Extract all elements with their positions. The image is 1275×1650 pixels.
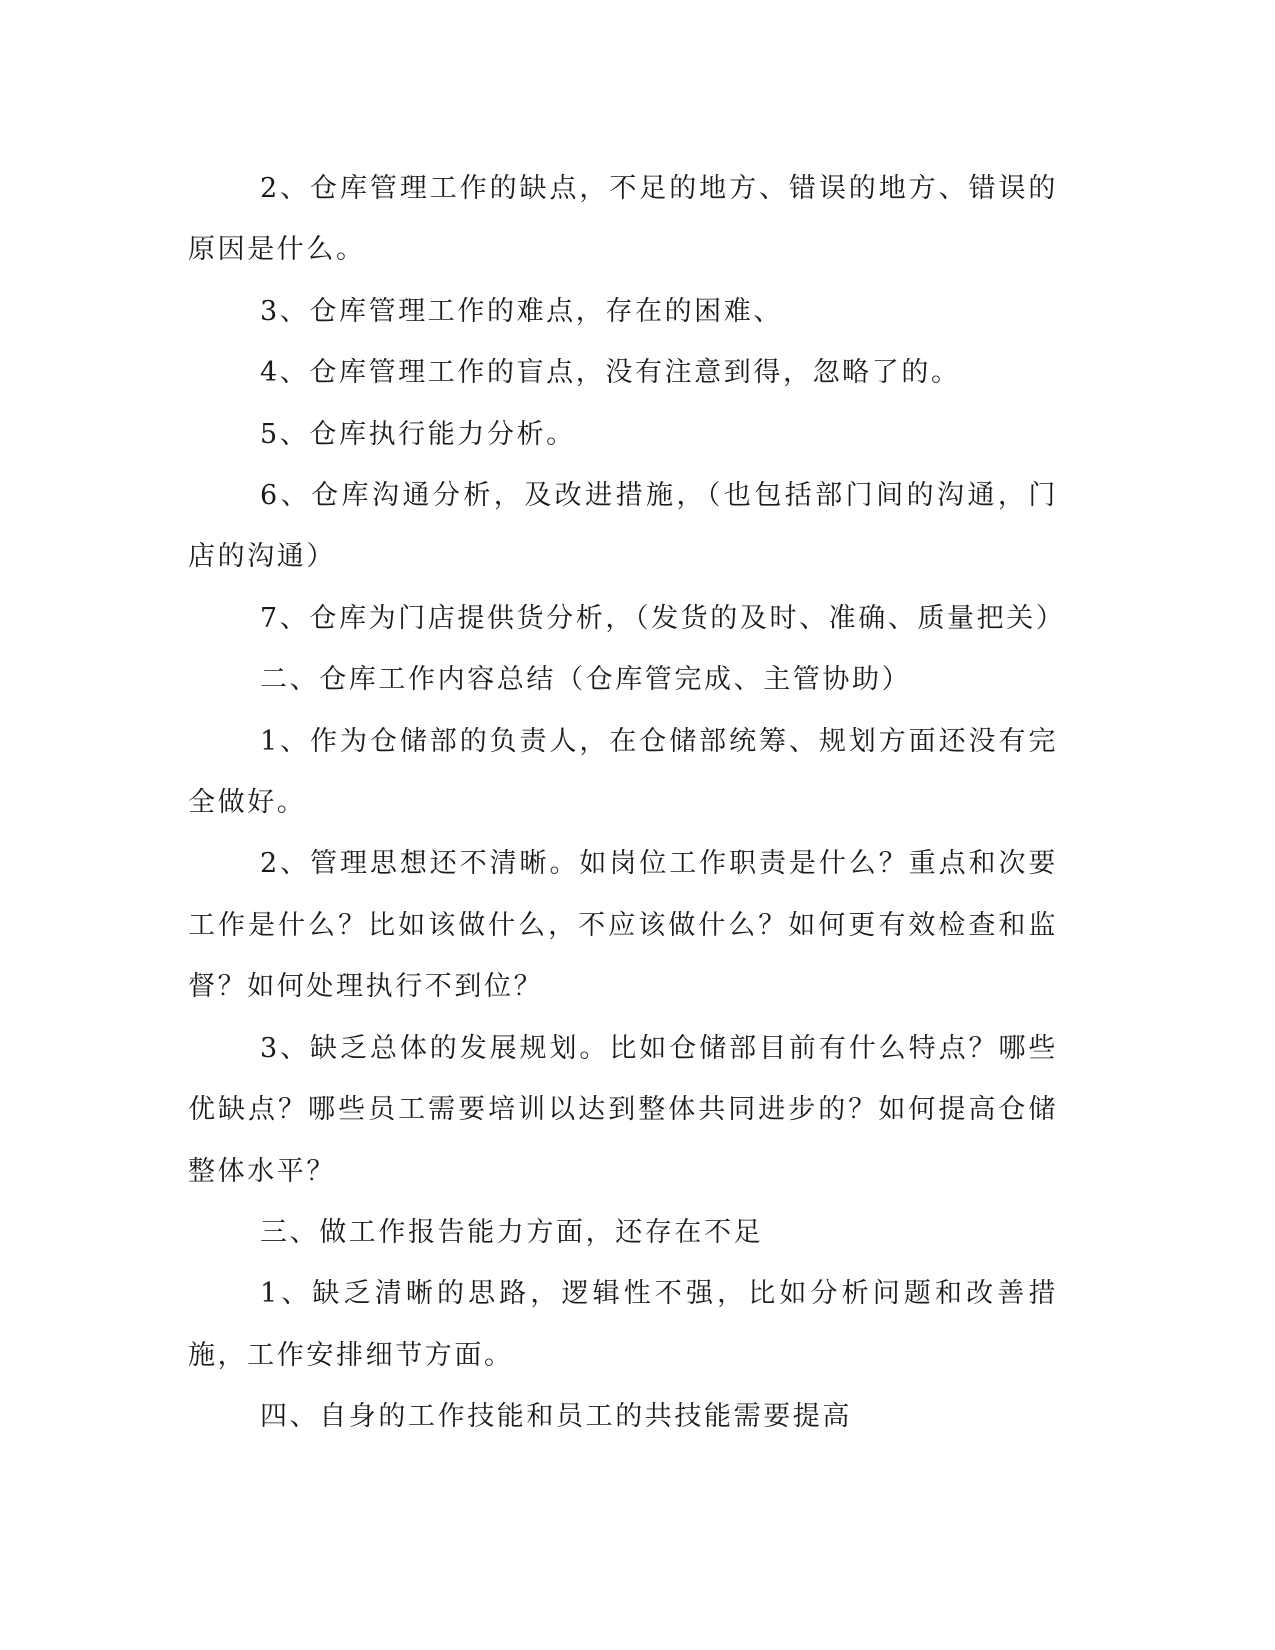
paragraph-planning: 1、作为仓储部的负责人，在仓储部统筹、规划方面还没有完全做好。 — [188, 725, 1058, 819]
section-heading-4: 四、自身的工作技能和员工的共技能需要提高 — [260, 1401, 852, 1433]
paragraph-blind-spots: 4、仓库管理工作的盲点，没有注意到得，忽略了的。 — [260, 357, 961, 389]
paragraph-development-plan: 3、缺乏总体的发展规划。比如仓储部目前有什么特点？哪些优缺点？哪些员工需要培训以达到整体共同进步的？如何提高仓储整体水平？ — [188, 1032, 1058, 1187]
document-body — [188, 158, 1066, 1448]
paragraph-management-thinking: 2、管理思想还不清晰。如岗位工作职责是什么？重点和次要工作是什么？比如该做什么，不应该做什么？如何更有效检查和监督？如何处理执行不到位？ — [188, 848, 1058, 1003]
section-heading-2: 二、仓库工作内容总结（仓库管完成、主管协助） — [260, 664, 912, 696]
paragraph-shortcomings: 2、仓库管理工作的缺点，不足的地方、错误的地方、错误的原因是什么。 — [188, 173, 1058, 266]
paragraph-difficulties: 3、仓库管理工作的难点，存在的困难、 — [260, 295, 783, 327]
section-heading-3: 三、做工作报告能力方面，还存在不足 — [260, 1216, 764, 1248]
paragraph-communication: 6、仓库沟通分析，及改进措施，（也包括部门间的沟通，门店的沟通） — [188, 480, 1058, 573]
paragraph-supply: 7、仓库为门店提供货分析，（发货的及时、准确、质量把关） — [260, 602, 1066, 634]
paragraph-execution: 5、仓库执行能力分析。 — [260, 418, 576, 450]
paragraph-reasoning: 1、缺乏清晰的思路，逻辑性不强，比如分析问题和改善措施，工作安排细节方面。 — [188, 1278, 1058, 1371]
